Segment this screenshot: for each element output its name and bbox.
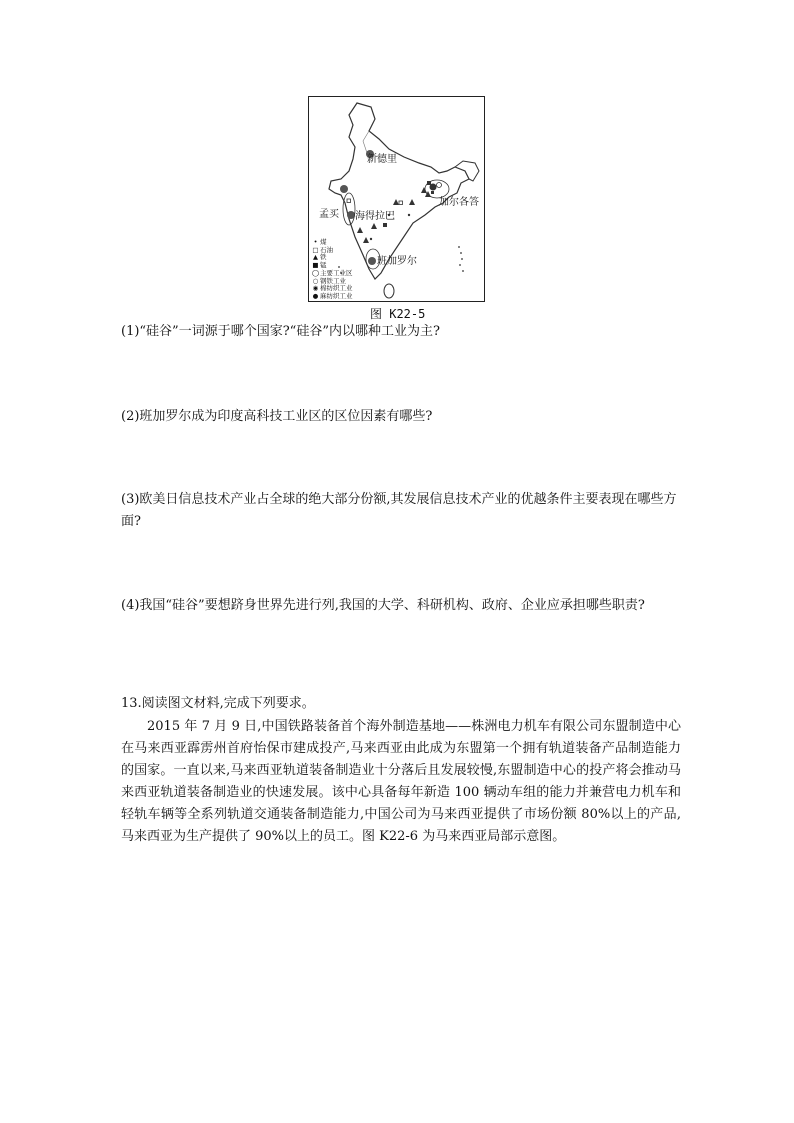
legend-item-steel: ○ 钢铁工业 (312, 276, 346, 285)
city-label-mumbai: 孟买 (319, 209, 339, 220)
small-dot-icon: • (313, 238, 318, 246)
question-2: (2)班加罗尔成为印度高科技工业区的区位因素有哪些? (121, 409, 433, 424)
india-industry-map (308, 96, 485, 302)
question-1: (1)“硅谷”一词源于哪个国家?“硅谷”内以哪种工业为主? (121, 324, 440, 339)
legend-item-jute: ● 麻纺织工业 (312, 291, 353, 300)
open-square-icon: □ (312, 245, 319, 254)
filled-circle-icon: ● (312, 291, 319, 300)
city-label-hyderabad: 海得拉巴 (355, 211, 395, 222)
legend-item-industrial-zone: ◯ 主要工业区 (311, 268, 353, 277)
problem-13-title: 13.阅读图文材料,完成下列要求。 (121, 696, 315, 711)
triangle-icon: ▲ (313, 253, 318, 262)
legend-item-iron: ▲ 铁 (313, 253, 327, 262)
city-label-new-delhi: 新德里 (367, 154, 397, 165)
filled-square-icon: ■ (312, 261, 319, 270)
legend-item-manganese: ■ 锰 (312, 261, 327, 270)
question-3: (3)欧美日信息技术产业占全球的绝大部分份额,其发展信息技术产业的优越条件主要表现在哪些方面? (121, 492, 677, 529)
city-label-kolkata: 加尔各答 (439, 197, 479, 208)
legend-item-cotton: ◉ 棉纺织工业 (312, 284, 353, 293)
open-circle-icon: ○ (312, 276, 319, 285)
legend-item-oil: □ 石油 (312, 245, 333, 254)
map-legend (311, 239, 361, 301)
problem-13-paragraph: 2015 年 7 月 9 日,中国铁路装备首个海外制造基地——株洲电力机车有限公司东盟制造中心在马来西亚霹雳州首府怡保市建成投产,马来西亚由此成为东盟第一个拥有轨道装备产品制造能力的国家。一直以来,马来西亚轨道装备制造业十分落后且发展较慢,东盟制造中心的投产将会推动马来西亚轨道装备制造业的快速发展。该中心具备每年新造 100 辆动车组的能力并兼营电力机车和轻轨车辆等全系列轨道交通装备制造能力,中国公司为马来西亚提供了市场份额 80%以上的产品,马来西亚为生产提供了 90%以上的员工。图 K22-6 为马来西亚局部示意图。 (121, 719, 681, 844)
question-4: (4)我国“硅谷”要想跻身世界先进行列,我国的大学、科研机构、政府、企业应承担哪些职责? (121, 598, 645, 613)
city-label-bangalore: 班加罗尔 (377, 256, 417, 267)
figure-caption: 图 K22-5 (370, 307, 426, 321)
dotted-circle-icon: ◉ (312, 284, 319, 293)
legend-item-coal: • 煤 (311, 239, 361, 247)
ellipse-icon: ◯ (311, 268, 320, 277)
